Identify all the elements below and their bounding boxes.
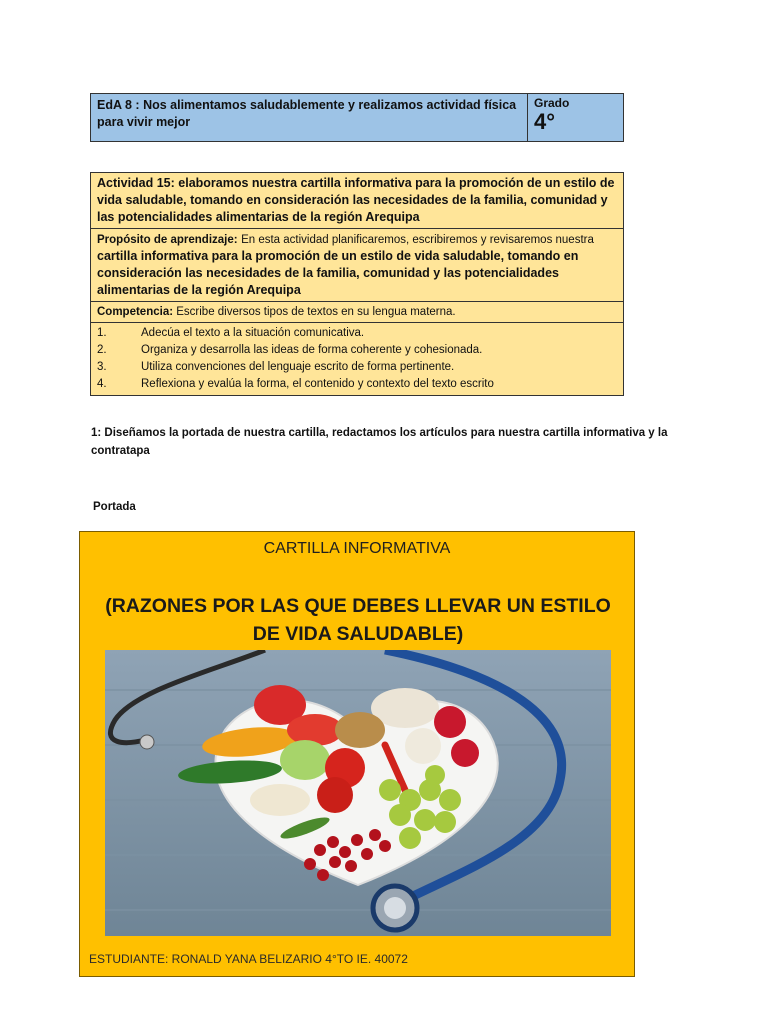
eda-header-table xyxy=(90,93,624,142)
purpose-label: Propósito de aprendizaje: xyxy=(97,234,238,246)
list-number: 4. xyxy=(97,378,107,390)
radish xyxy=(434,706,466,738)
grado-cell xyxy=(528,94,623,141)
list-number: 3. xyxy=(97,361,107,373)
list-item xyxy=(97,359,617,376)
list-item xyxy=(97,376,617,393)
stethoscope-earpiece xyxy=(140,735,154,749)
lentils xyxy=(335,712,385,748)
tomato-small xyxy=(317,777,353,813)
list-text: Organiza y desarrolla las ideas de forma coherente y cohesionada. xyxy=(141,344,483,356)
list-number: 2. xyxy=(97,344,107,356)
healthy-food-photo xyxy=(105,650,611,936)
white-beans xyxy=(250,784,310,816)
competencia-label: Competencia: xyxy=(97,306,174,318)
red-pepper xyxy=(287,714,343,746)
purpose-text: En esta actividad planificaremos, escribiremos y revisaremos nuestra xyxy=(241,234,594,246)
cover-page xyxy=(79,531,635,977)
list-text: Reflexiona y evalúa la forma, el contenido y contexto del texto escrito xyxy=(141,378,494,390)
purpose-row xyxy=(91,229,623,302)
garlic xyxy=(405,728,441,764)
capacidades-list xyxy=(91,323,623,395)
list-item xyxy=(97,325,617,342)
cover-title: CARTILLA INFORMATIVA xyxy=(263,540,451,557)
competencia-row xyxy=(91,302,623,323)
healthy-food-illustration xyxy=(105,650,611,936)
eda-title: EdA 8 : Nos alimentamos saludablemente y realizamos actividad física para vivir mejor xyxy=(91,94,528,141)
activity-title: Actividad 15: elaboramos nuestra cartilla informativa para la promoción de un estilo de vida saludable, tomando en consideración las necesidades de la familia, comunidad y las potencialidades alimentarias de la región Arequipa xyxy=(91,173,623,229)
purpose-bold-text: cartilla informativa para la promoción de un estilo de vida saludable, tomando en consideración las necesidades de la familia, comunidad y las potencialidades alimentarias de la región Arequipa xyxy=(97,249,579,297)
lettuce xyxy=(280,740,330,780)
list-number: 1. xyxy=(97,327,107,339)
student-name: ESTUDIANTE: RONALD YANA BELIZARIO 4°TO IE. 40072 xyxy=(89,952,408,966)
list-text: Adecúa el texto a la situación comunicativa. xyxy=(141,327,365,339)
cover-subtitle: (RAZONES POR LAS QUE DEBES LLEVAR UN ESTILO DE VIDA SALUDABLE) xyxy=(105,595,611,645)
instruction-paragraph: 1: Diseñamos la portada de nuestra cartilla, redactamos los artículos para nuestra cartilla informativa y la contratapa xyxy=(91,427,668,457)
grado-value: 4° xyxy=(534,109,556,134)
stethoscope-diaphragm xyxy=(384,897,406,919)
list-item xyxy=(97,342,617,359)
grado-label: Grado xyxy=(534,96,570,110)
list-text: Utiliza convenciones del lenguaje escrito de forma pertinente. xyxy=(141,361,455,373)
portada-label: Portada xyxy=(93,501,136,513)
competencia-text: Escribe diversos tipos de textos en su lengua materna. xyxy=(176,306,456,318)
activity-table xyxy=(90,172,624,396)
radish-2 xyxy=(451,739,479,767)
